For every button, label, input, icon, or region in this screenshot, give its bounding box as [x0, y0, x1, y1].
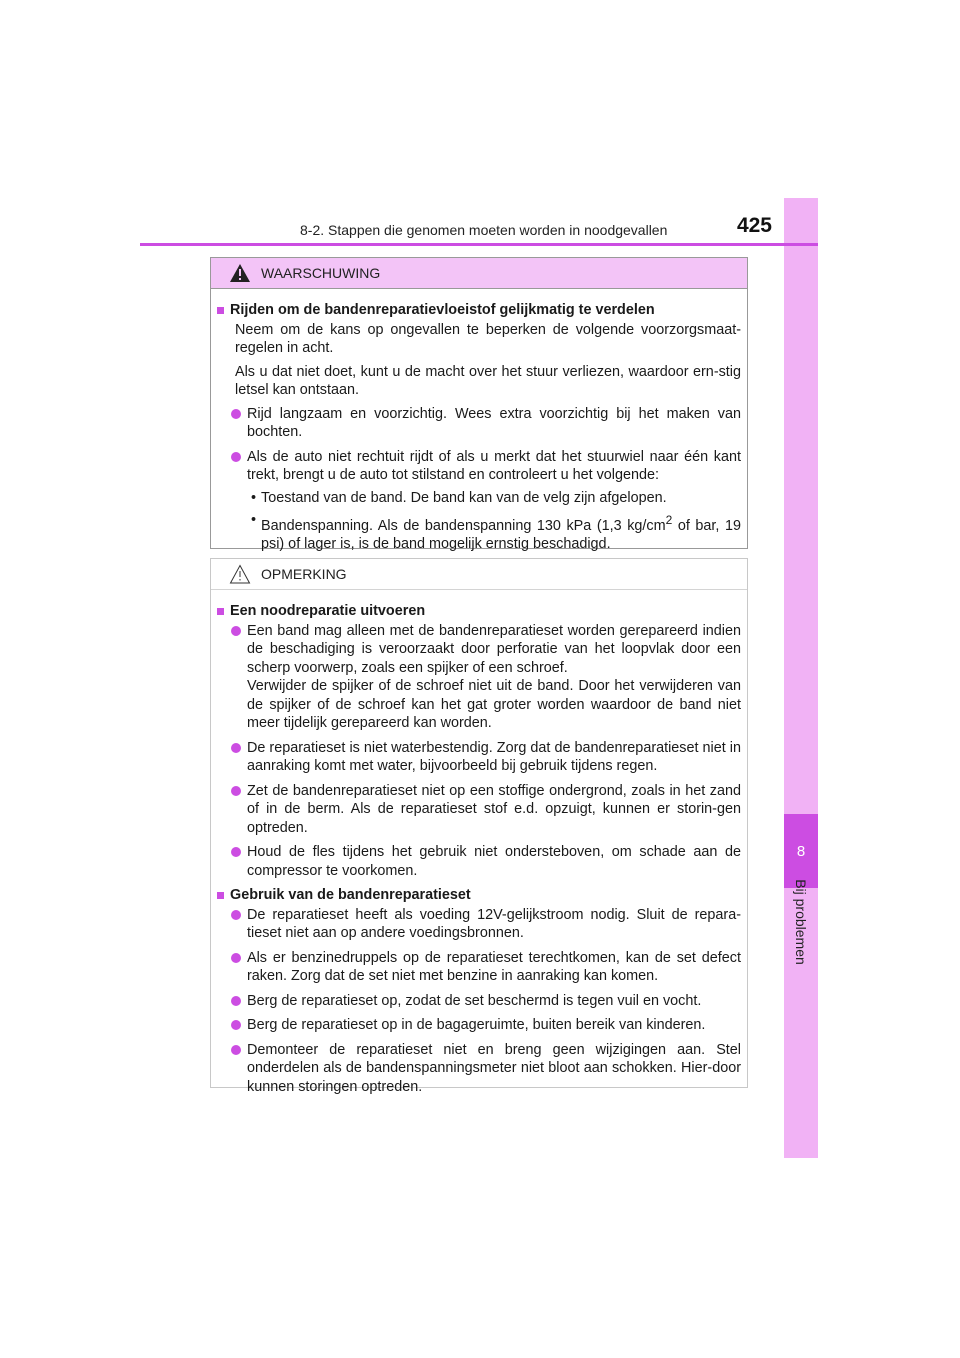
round-bullet-icon	[231, 1045, 241, 1055]
square-bullet-icon	[217, 608, 224, 615]
small-bullet-icon: •	[251, 489, 257, 506]
list-item: Houd de fles tijdens het gebruik niet ondersteboven, om schade aan de compressor te voorkomen.	[231, 843, 741, 880]
list-item: De reparatieset heeft als voeding 12V-gelijkstroom nodig. Sluit de repara-tieset niet aan op andere voedingsbronnen.	[231, 906, 741, 943]
warning-header	[211, 258, 747, 289]
list-item: Een band mag alleen met de bandenreparatieset worden gerepareerd indien de beschadiging is veroorzaakt door perforatie van het loopvlak door een scherp voorwerp, zoals een spijker of een schroef. Verwijder de spijker of de schroef niet uit de band. Door het verwijderen van de spijker of de schroef kan het gat groter worden waardoor de band niet meer tijdelijk gerepareerd kan worden.	[231, 622, 741, 733]
round-bullet-icon	[231, 743, 241, 753]
round-bullet-icon	[231, 786, 241, 796]
sub-list-item: • Toestand van de band. De band kan van de velg zijn afgelopen.	[251, 489, 667, 506]
small-bullet-icon: •	[251, 512, 257, 528]
warning-triangle-icon	[229, 263, 251, 283]
section-title: 8-2. Stappen die genomen moeten worden in noodgevallen	[300, 222, 668, 238]
list-item: Berg de reparatieset op, zodat de set beschermd is tegen vuil en vocht.	[231, 992, 741, 1011]
warning-body	[211, 289, 747, 554]
round-bullet-icon	[231, 1020, 241, 1030]
caution-triangle-icon	[229, 564, 251, 584]
page-number: 425	[736, 214, 772, 237]
list-item: De reparatieset is niet waterbestendig. Zorg dat de bandenreparatieset niet in aanraking komt met water, bijvoorbeeld bij gebruik tijdens regen.	[231, 739, 741, 776]
note-section-title: Een noodreparatie uitvoeren	[217, 602, 741, 621]
header-divider	[140, 243, 818, 246]
list-item: Berg de reparatieset op in de bagageruimte, buiten bereik van kinderen.	[231, 1016, 741, 1035]
note-header	[211, 559, 747, 590]
warning-section-title: Rijden om de bandenreparatievloeistof gelijkmatig te verdelen	[217, 301, 741, 320]
list-item: Demonteer de reparatieset niet en breng geen wijzigingen aan. Stel onderdelen als de bandenspanningsmeter niet bloot aan schokken. Hier-door kunnen storingen optreden.	[231, 1041, 741, 1097]
list-item: Zet de bandenreparatieset niet op een stoffige ondergrond, zoals in het zand of in de berm. Als de reparatieset stof e.d. opzuigt, kunnen er storin-gen optreden.	[231, 782, 741, 838]
round-bullet-icon	[231, 953, 241, 963]
list-item: Rijd langzaam en voorzichtig. Wees extra voorzichtig bij het maken van bochten.	[231, 405, 741, 442]
note-heading: OPMERKING	[261, 566, 347, 582]
chapter-label: Bij problemen	[793, 879, 809, 965]
round-bullet-icon	[231, 910, 241, 920]
round-bullet-icon	[231, 409, 241, 419]
note-section-title: Gebruik van de bandenreparatieset	[217, 886, 741, 905]
chapter-tab[interactable]	[784, 814, 818, 888]
side-strip	[784, 198, 818, 1158]
warning-intro: Neem om de kans op ongevallen te beperken de volgende voorzorgsmaat-regelen in acht.	[235, 321, 741, 356]
round-bullet-icon	[231, 996, 241, 1006]
list-item: Als er benzinedruppels op de reparatieset terechtkomen, kan de set defect raken. Zorg dat de set niet met benzine in aanraking kan komen.	[231, 949, 741, 986]
warning-intro-2: Als u dat niet doet, kunt u de macht over het stuur verliezen, waardoor ern-stig letsel kan ontstaan.	[235, 363, 741, 398]
square-bullet-icon	[217, 892, 224, 899]
list-item: Als de auto niet rechtuit rijdt of als u merkt dat het stuurwiel naar één kant trekt, brengt u de auto tot stilstand en controleert u het volgende: • Toestand van de band. De band kan van de velg zijn afgelopen. • Bandenspanning. Als de bandenspanning 130 kPa (1,3 $kg/cm^2$ of bar, 19 psi) of lager is, is de band mogelijk ernstig beschadigd.	[231, 448, 741, 554]
chapter-number: 8	[796, 842, 806, 860]
round-bullet-icon	[231, 847, 241, 857]
warning-box	[210, 257, 748, 553]
note-body	[211, 590, 747, 1096]
round-bullet-icon	[231, 452, 241, 462]
warning-heading: WAARSCHUWING	[261, 265, 381, 281]
square-bullet-icon	[217, 307, 224, 314]
note-box	[210, 558, 748, 1095]
sub-list-item: • Bandenspanning. Als de bandenspanning 130 kPa (1,3 $kg/cm^2$ of bar, 19 psi) of lager is, is de band mogelijk ernstig beschadigd.	[251, 512, 741, 553]
round-bullet-icon	[231, 626, 241, 636]
